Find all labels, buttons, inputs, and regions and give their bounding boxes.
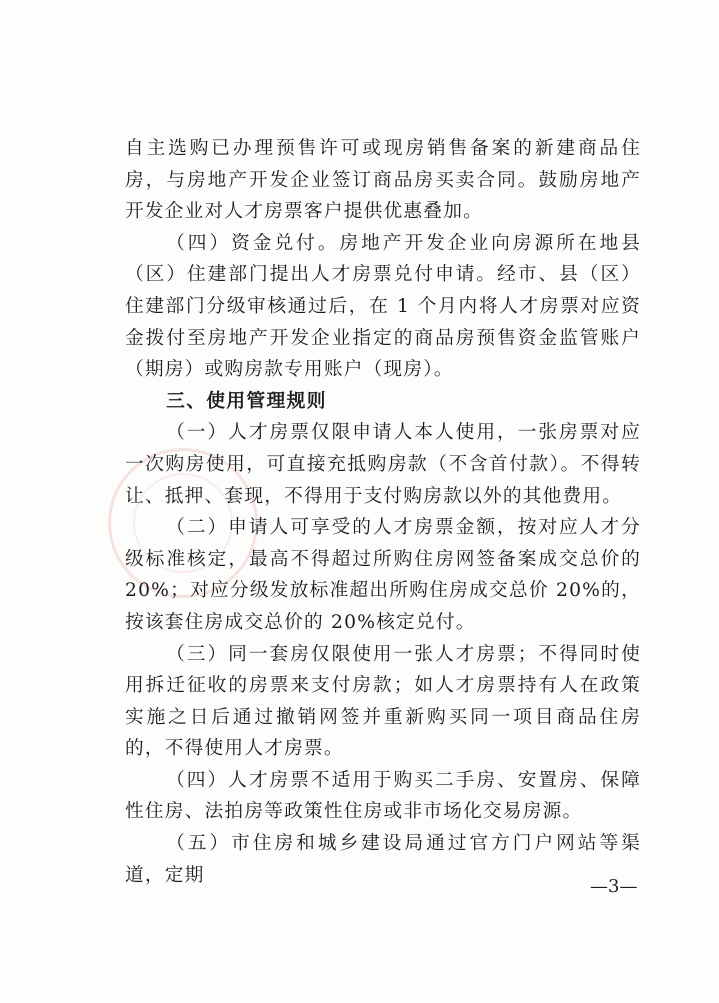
paragraph-continuation: 自主选购已办理预售许可或现房销售备案的新建商品住房，与房地产开发企业签订商品房买卖合同。鼓励房地产开发企业对人才房票客户提供优惠叠加。: [125, 138, 641, 223]
paragraph-rule-4: （四）人才房票不适用于购买二手房、安置房、保障性住房、法拍房等政策性住房或非市场化交易房源。: [125, 769, 641, 823]
paragraph-fund-redemption: （四）资金兑付。房地产开发企业向房源所在地县（区）住建部门提出人才房票兑付申请。经市、县（区）住建部门分级审核通过后，在 1 个月内将人才房票对应资金拨付至房地产开发企业指定的商品房预售资金监管账户（期房）或购房款专用账户（现房）。: [125, 232, 641, 381]
page-number: —3—: [590, 876, 638, 897]
paragraph-rule-3: （三）同一套房仅限使用一张人才房票；不得同时使用拆迁征收的房票来支付房款；如人才房票持有人在政策实施之日后通过撤销网签并重新购买同一项目商品住房的，不得使用人才房票。: [125, 643, 641, 760]
paragraph-rule-5: （五）市住房和城乡建设局通过官方门户网站等渠道，定期: [125, 833, 641, 886]
paragraph-rule-1: （一）人才房票仅限申请人本人使用，一张房票对应一次购房使用，可直接充抵购房款（不含首付款）。不得转让、抵押、套现，不得用于支付购房款以外的其他费用。: [125, 422, 641, 507]
section-heading-usage-rules: 三、使用管理规则: [166, 390, 327, 412]
paragraph-rule-2: （二）申请人可享受的人才房票金额，按对应人才分级标准核定，最高不得超过所购住房网签备案成交总价的 20%；对应分级发放标准超出所购住房成交总价 20%的，按该套住房成交总价的 20%核定兑付。: [125, 517, 641, 633]
document-body: [125, 133, 641, 891]
